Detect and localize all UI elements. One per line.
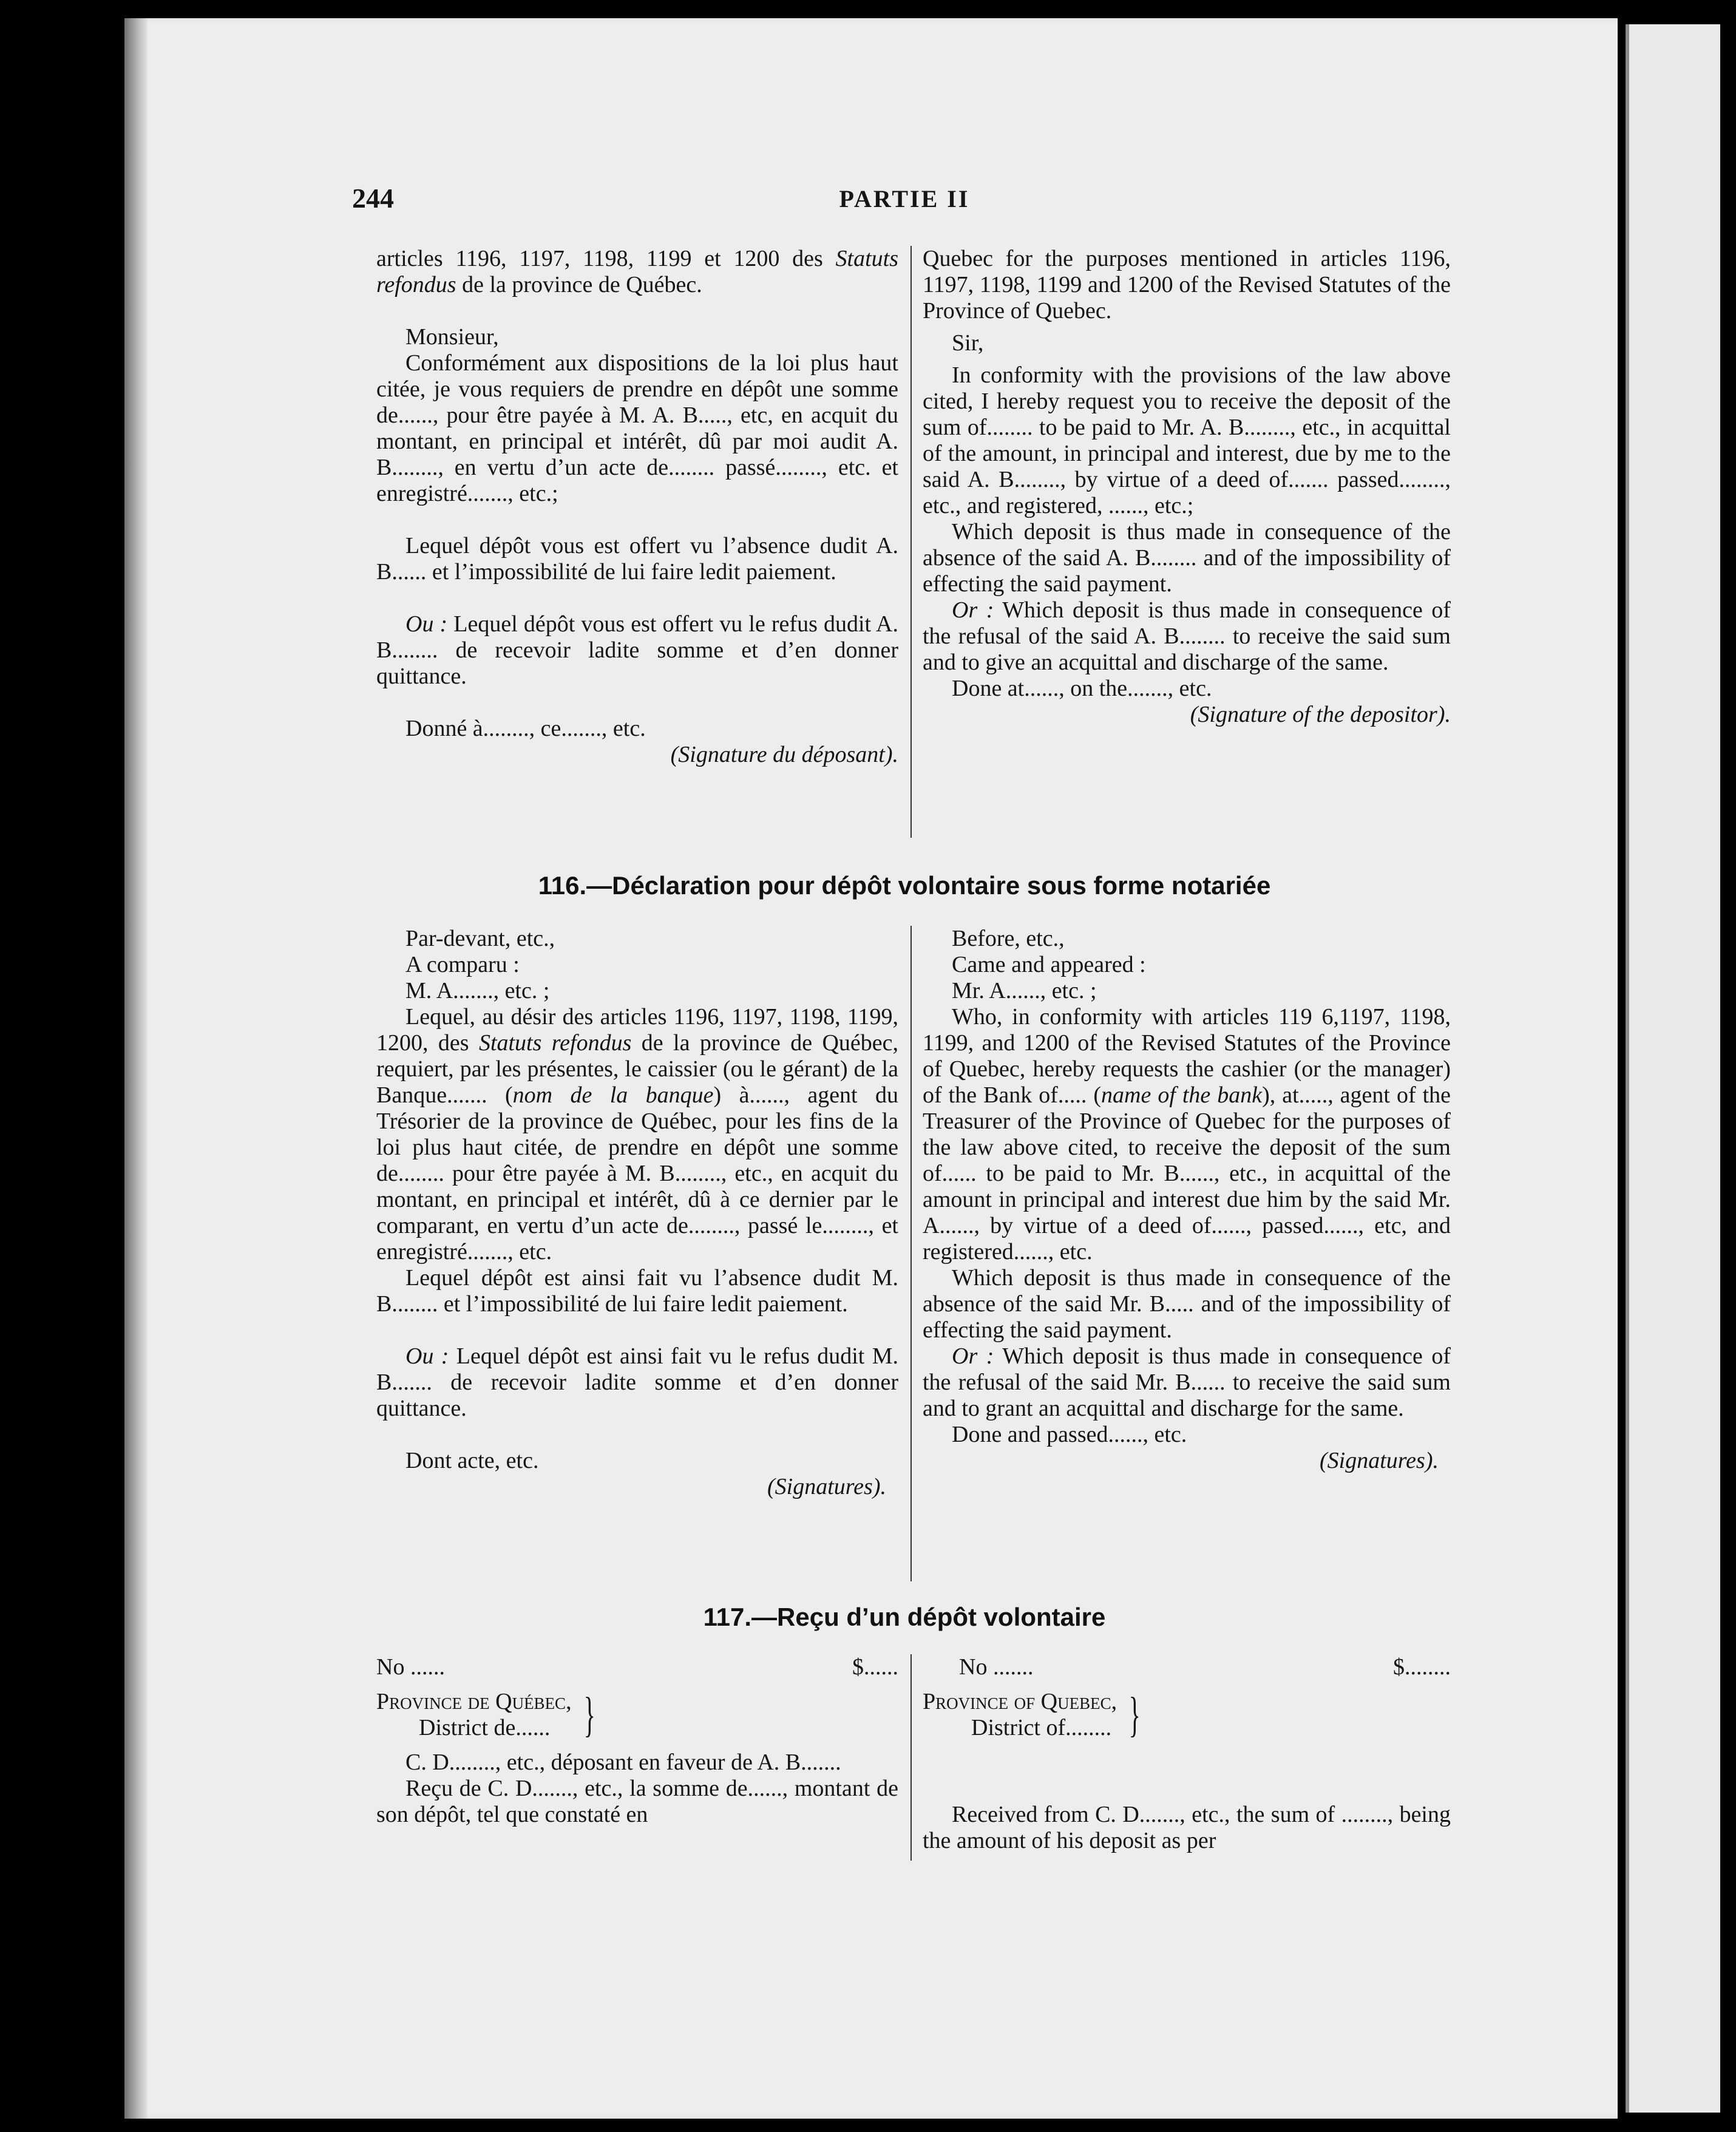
- top-right-given: Done at......, on the......., etc.: [952, 676, 1212, 701]
- s116-column-divider: [910, 926, 912, 1581]
- s116-left-closing: Dont acte, etc.: [405, 1448, 539, 1473]
- s116-left-line2: A comparu :: [405, 952, 520, 977]
- s117-left-line1: C. D........, etc., déposant en faveur de A. B.......: [405, 1750, 841, 1775]
- s117-left-district: District de......: [419, 1715, 551, 1740]
- s116-right-para3: Or : Which deposit is thus made in consequence of the refusal of the said Mr. B...... to receive the said sum and to grant an acquittal and discharge for the same.: [923, 1343, 1451, 1421]
- top-left-para2: Lequel dépôt vous est offert vu l’absence dudit A. B...... et l’impossibilité de lui faire ledit paiement.: [376, 533, 898, 585]
- s116-right-para2: Which deposit is thus made in consequence of the absence of the said Mr. B..... and of the impossibility of effecting the said payment.: [923, 1265, 1451, 1343]
- s116-right-signature: (Signatures).: [1320, 1448, 1439, 1473]
- top-left-intro: articles 1196, 1197, 1198, 1199 et 1200 des Statuts refondus de la province de Québec.: [376, 246, 898, 297]
- s117-left-amount: $......: [852, 1654, 898, 1680]
- s116-right-para1: Who, in conformity with articles 119 6,1197, 1198, 1199, and 1200 of the Revised Statutes of the Province of Quebec, hereby requests the cashier (or the manager) of the Bank of..... (name of the bank), at....., agent of the Treasurer of the Province of Quebec for the purposes of the law above cited, to receive the deposit of the sum of...... to be paid to Mr. B......, etc., in acquittal of the amount in principal and interest due him by the said Mr. A......, by virtue of a deed of......, passed......, etc, and registered......, etc.: [923, 1004, 1451, 1265]
- top-left-para1: Conformément aux dispositions de la loi plus haut citée, je vous requiers de prendre en dépôt une somme de......, pour être payée à M. A. B....., etc, en acquit du montant, en principal et intérêt, dû par moi audit A. B........, en vertu d’un acte de........ passé........, etc. et enregistré......., etc.;: [376, 350, 898, 506]
- top-right-column: [923, 246, 1451, 728]
- s116-left-line3: M. A......., etc. ;: [405, 978, 550, 1003]
- s116-left-column: [376, 926, 898, 1500]
- page-header: [352, 182, 1457, 225]
- s117-right-district: District of........: [971, 1715, 1112, 1740]
- s116-right-line2: Came and appeared :: [952, 952, 1146, 977]
- next-page-edge: [1626, 24, 1720, 2113]
- top-column-divider: [910, 246, 912, 838]
- part-title: PARTIE II: [839, 185, 970, 212]
- s117-right-line2: Received from C. D......., etc., the sum of ........, being the amount of his deposit as per: [923, 1802, 1451, 1853]
- s117-left-province: Province de Québec,: [376, 1689, 572, 1714]
- section-117-heading: 117.—Reçu d’un dépôt volontaire: [703, 1603, 1106, 1631]
- s116-left-para3: Ou : Lequel dépôt est ainsi fait vu le refus dudit M. B....... de recevoir ladite somme et d’en donner quittance.: [376, 1343, 898, 1421]
- s117-right-number: No .......: [959, 1654, 1034, 1680]
- s117-right-brace: }: [1128, 1688, 1141, 1742]
- top-left-para3: Ou : Lequel dépôt vous est offert vu le refus dudit A. B........ de recevoir ladite somme et d’en donner quittance.: [376, 611, 898, 689]
- top-right-salutation: Sir,: [952, 330, 984, 356]
- top-right-signature: (Signature of the depositor).: [1190, 702, 1451, 727]
- s117-left-number: No ......: [376, 1654, 445, 1680]
- s117-right-province: Province of Quebec,: [923, 1689, 1117, 1714]
- s117-right-column: [923, 1654, 1451, 1854]
- top-right-para2: Which deposit is thus made in consequence of the absence of the said A. B........ and of the impossibility of effecting the said payment.: [923, 519, 1451, 597]
- s116-left-signature: (Signatures).: [767, 1474, 886, 1499]
- top-left-given: Donné à........, ce......., etc.: [405, 716, 646, 741]
- s117-left-province-block: [376, 1689, 898, 1741]
- s116-left-para1: Lequel, au désir des articles 1196, 1197, 1198, 1199, 1200, des Statuts refondus de la province de Québec, requiert, par les présentes, le caissier (ou le gérant) de la Banque....... (nom de la banque) à......, agent du Trésorier de la province de Québec, pour les fins de la loi plus haut citée, de prendre en dépôt une somme de........ pour être payée à M. B........, etc., en acquit du montant, en principal et intérêt, dû à ce dernier par le comparant, en vertu d’un acte de........, passé le........, et enregistré......., etc.: [376, 1004, 899, 1265]
- page-number: 244: [352, 183, 394, 214]
- top-right-para3: Or : Which deposit is thus made in consequence of the refusal of the said A. B........ to receive the said sum and to give an acquittal and discharge of the same.: [923, 597, 1451, 675]
- s116-right-column: [923, 926, 1451, 1474]
- top-right-intro: Quebec for the purposes mentioned in articles 1196, 1197, 1198, 1199 and 1200 of the Revised Statutes of the Province of Quebec.: [923, 246, 1451, 324]
- page-binding-shadow: [124, 18, 147, 2119]
- s117-right-province-block: [923, 1689, 1451, 1741]
- top-right-para1: In conformity with the provisions of the law above cited, I hereby request you to receive the deposit of the sum of........ to be paid to Mr. A. B........, etc., in acquittal of the amount, in principal and interest, due by me to the said A. B........, by virtue of a deed of....... passed........, etc., and registered, ......, etc.;: [923, 362, 1451, 518]
- s117-right-number-row: [923, 1654, 1451, 1680]
- s116-left-para2: Lequel dépôt est ainsi fait vu l’absence dudit M. B........ et l’impossibilité de lui faire ledit paiement.: [376, 1265, 898, 1317]
- s116-right-closing: Done and passed......, etc.: [952, 1422, 1187, 1447]
- s117-left-number-row: [376, 1654, 898, 1680]
- s116-left-line1: Par-devant, etc.,: [405, 926, 555, 951]
- s117-left-brace: }: [583, 1688, 595, 1742]
- s116-right-line1: Before, etc.,: [952, 926, 1065, 951]
- s117-left-line2: Reçu de C. D......., etc., la somme de......, montant de son dépôt, tel que constaté en: [376, 1776, 898, 1827]
- s117-left-column: [376, 1654, 898, 1828]
- top-left-signature: (Signature du déposant).: [670, 742, 898, 767]
- s117-column-divider: [910, 1654, 912, 1861]
- s117-right-amount: $........: [1393, 1654, 1451, 1680]
- section-116-heading: 116.—Déclaration pour dépôt volontaire sous forme notariée: [538, 871, 1271, 900]
- top-left-salutation: Monsieur,: [405, 324, 499, 350]
- s116-right-line3: Mr. A......, etc. ;: [952, 978, 1097, 1003]
- top-left-column: [376, 246, 898, 768]
